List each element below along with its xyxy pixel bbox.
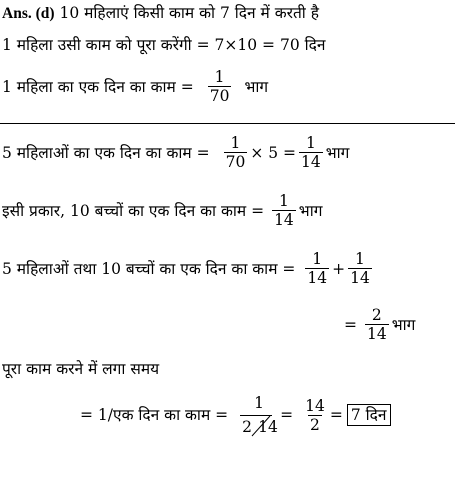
line-4-label: 5 महिलाओं का एक दिन का काम = xyxy=(2,143,210,162)
answer-prefix: Ans. (d) xyxy=(2,5,55,22)
line-3 xyxy=(2,68,268,105)
line-7-unit: भाग xyxy=(391,315,416,334)
line-9 xyxy=(80,384,391,446)
fraction-1-14 xyxy=(272,192,296,229)
multiply-five: × 5 = xyxy=(250,143,297,162)
line-3-unit: भाग xyxy=(244,77,269,96)
fraction-1-70 xyxy=(208,68,232,105)
fraction-numerator: 1 xyxy=(214,68,225,86)
line-6 xyxy=(2,250,375,287)
line-9-label: = 1/एक दिन का काम = xyxy=(80,406,229,424)
section-divider xyxy=(0,123,455,124)
equals-sign: = xyxy=(280,406,294,424)
fraction-denominator: 70 xyxy=(225,153,246,171)
line-2-text: 1 महिला उसी काम को पूरा करेंगी = 7×10 = 70 दिन xyxy=(2,36,326,54)
fraction-denominator: 14 xyxy=(307,269,328,287)
fraction-denominator: 2 xyxy=(310,415,320,434)
fraction-numerator: 1 xyxy=(230,134,241,152)
fraction-numerator: 1 xyxy=(305,134,316,152)
line-6-label: 5 महिलाओं तथा 10 बच्चों का एक दिन का काम = xyxy=(2,259,296,278)
final-answer-box: 7 दिन xyxy=(347,404,391,426)
line-2 xyxy=(2,36,325,54)
line-3-label: 1 महिला का एक दिन का काम = xyxy=(2,77,194,96)
fraction-1-over-2-14 xyxy=(240,394,276,436)
fraction-numerator: 1 xyxy=(312,250,323,268)
equals-sign: = xyxy=(344,315,357,334)
line-1 xyxy=(2,4,319,23)
fraction-numerator: 14 xyxy=(305,396,325,415)
fraction-numerator: 2 xyxy=(371,306,382,324)
fraction-denominator-top: 2 xyxy=(242,418,252,436)
line-8-text: पूरा काम करने में लगा समय xyxy=(2,360,160,378)
fraction-2-14 xyxy=(365,306,389,343)
fraction-14-2 xyxy=(303,397,327,434)
fraction-1-14 xyxy=(348,250,372,287)
line-8 xyxy=(2,360,159,378)
fraction-1-70 xyxy=(224,134,248,171)
fraction-denominator: 14 xyxy=(274,211,294,229)
equals-sign: = xyxy=(329,406,343,424)
line-5-label: इसी प्रकार, 10 बच्चों का एक दिन का काम = xyxy=(2,201,265,220)
fraction-denominator: 70 xyxy=(209,87,230,105)
fraction-1-14 xyxy=(299,134,323,171)
fraction-denominator: 14 xyxy=(367,325,387,343)
fraction-denominator-bottom: 14 xyxy=(258,418,278,436)
plus-sign: + xyxy=(332,259,346,278)
line-5-unit: भाग xyxy=(298,201,323,220)
line-1-text: 10 महिलाएं किसी काम को 7 दिन में करती है xyxy=(59,4,319,22)
fraction-numerator: 1 xyxy=(355,250,365,268)
fraction-1-14 xyxy=(305,250,329,287)
fraction-denominator: 14 xyxy=(350,269,370,287)
fraction-numerator: 1 xyxy=(278,192,289,210)
line-5 xyxy=(2,192,322,229)
line-4 xyxy=(2,134,349,171)
line-7 xyxy=(344,306,415,343)
fraction-denominator: 14 xyxy=(301,153,321,171)
line-4-unit: भाग xyxy=(325,143,350,162)
fraction-numerator: 1 xyxy=(254,394,264,412)
